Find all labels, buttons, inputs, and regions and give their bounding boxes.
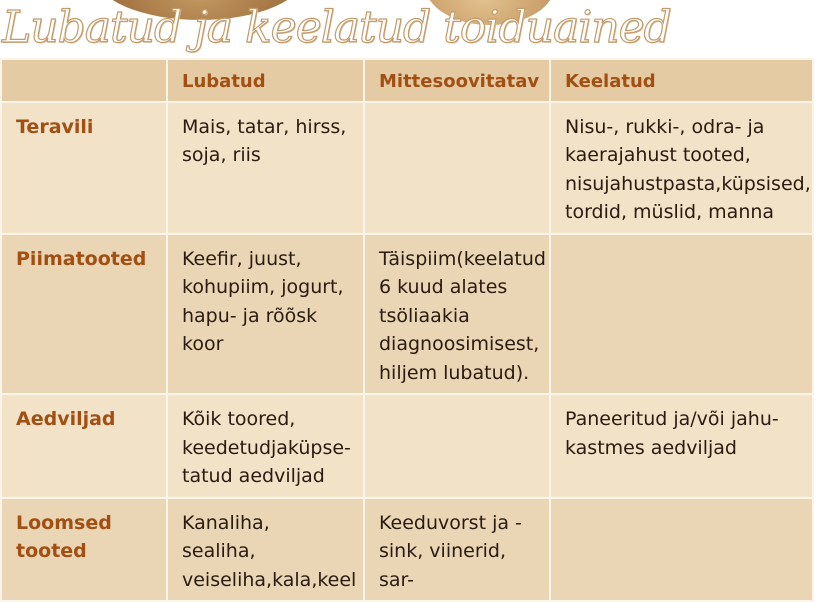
row-category: Teravili [1, 102, 167, 234]
cell-mittesoovitatav: Täispiim(keelatud 6 kuud alates tsöliaakia diagnoosimisest, hiljem lubatud). [364, 234, 550, 395]
header-mittesoovitatav: Mittesoovitatav [364, 59, 550, 102]
cell-keelatud: Paneeritud ja/või jahu-kastmes aedviljad [550, 394, 813, 498]
food-table [0, 58, 814, 602]
cell-mittesoovitatav [364, 102, 550, 234]
page-title: Lubatud ja keelatud toiduained [2, 2, 671, 53]
row-category: Aedviljad [1, 394, 167, 498]
cell-keelatud [550, 234, 813, 395]
cell-lubatud: Kanaliha, sealiha, veiseliha,kala,keel [167, 498, 364, 602]
cell-lubatud: Mais, tatar, hirss, soja, riis [167, 102, 364, 234]
cell-lubatud: Kõik toored, keedetudjaküpse-tatud aedviljad [167, 394, 364, 498]
table-row [1, 498, 813, 602]
table-row [1, 234, 813, 395]
row-category: Loomsed tooted [1, 498, 167, 602]
cell-keelatud [550, 498, 813, 602]
table-row [1, 394, 813, 498]
header-lubatud: Lubatud [167, 59, 364, 102]
row-category: Piimatooted [1, 234, 167, 395]
cell-mittesoovitatav [364, 394, 550, 498]
cell-keelatud: Nisu-, rukki-, odra- ja kaerajahust tooted, nisujahustpasta,küpsised, tordid, müslid, manna [550, 102, 813, 234]
cell-lubatud: Keefir, juust, kohupiim, jogurt, hapu- ja rõõsk koor [167, 234, 364, 395]
table-row [1, 102, 813, 234]
cell-mittesoovitatav: Keeduvorst ja -sink, viinerid, sar- [364, 498, 550, 602]
header-keelatud: Keelatud [550, 59, 813, 102]
header-empty [1, 59, 167, 102]
table-header-row [1, 59, 813, 102]
